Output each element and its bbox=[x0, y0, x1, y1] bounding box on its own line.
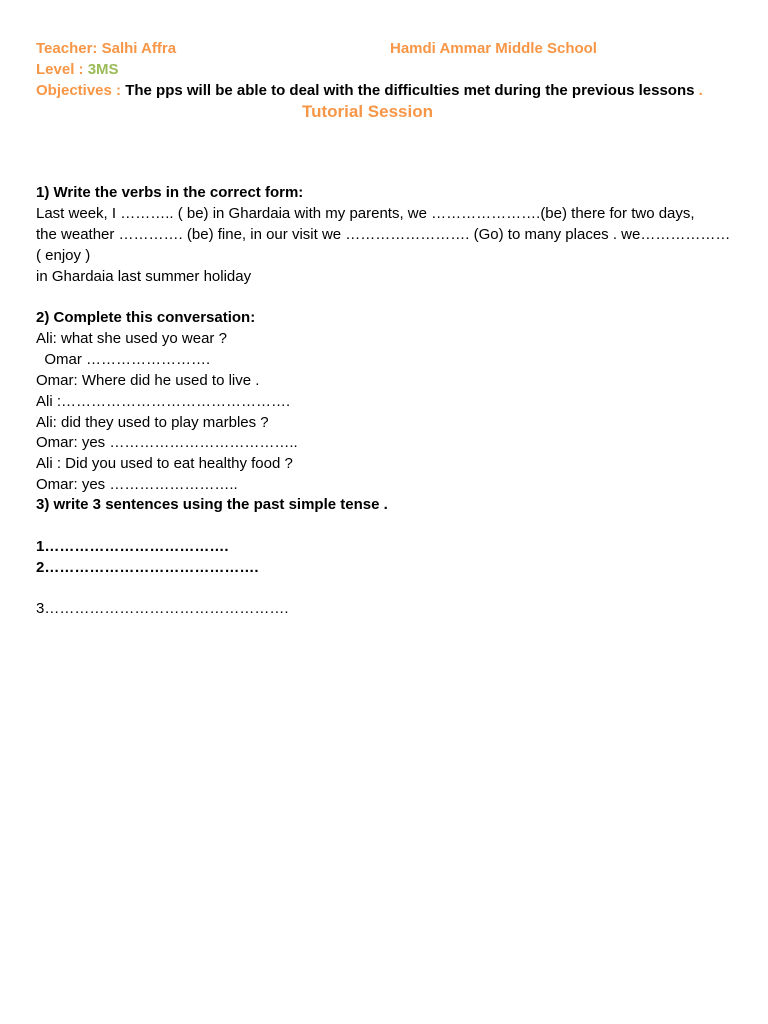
teacher-line bbox=[36, 38, 176, 59]
conversation-line: Ali: did they used to play marbles ? bbox=[36, 414, 269, 431]
objectives-label: Objectives : bbox=[36, 82, 122, 99]
conversation-line: Ali : Did you used to eat healthy food ? bbox=[36, 455, 293, 472]
exercise1-line: in Ghardaia last summer holiday bbox=[36, 268, 252, 285]
conversation-line: Omar: yes ……………………………….. bbox=[36, 434, 298, 451]
sentence-line-3: 3…………………………………………. bbox=[36, 600, 289, 617]
exercise1-line: the weather …………. (be) fine, in our visit we ……………………. (Go) to many places . we……………… bbox=[36, 226, 731, 243]
conversation-line: Ali: what she used yo wear ? bbox=[36, 330, 227, 347]
objectives-line bbox=[36, 80, 703, 101]
session-title: Tutorial Session bbox=[302, 102, 433, 121]
teacher-label: Teacher: bbox=[36, 40, 98, 57]
exercise3-heading: 3) write 3 sentences using the past simple tense . bbox=[36, 496, 388, 513]
exercise2-heading: 2) Complete this conversation: bbox=[36, 309, 256, 326]
exercise1-line: ( enjoy ) bbox=[36, 247, 91, 264]
sentence-line-2: 2……………………………………. bbox=[36, 559, 259, 576]
conversation-line: Ali :………………………………………. bbox=[36, 393, 291, 410]
level-label: Level : bbox=[36, 61, 84, 78]
sentence-line-1: 1………………………………. bbox=[36, 538, 229, 555]
objectives-end: . bbox=[694, 82, 703, 99]
conversation-line: Omar: yes …………………….. bbox=[36, 476, 238, 493]
conversation-line: Omar ……………………. bbox=[36, 351, 211, 368]
objectives-text: The pps will be able to deal with the difficulties met during the previous lessons bbox=[125, 82, 695, 99]
level-line bbox=[36, 59, 119, 80]
level-value: 3MS bbox=[87, 61, 119, 78]
teacher-name: Salhi Affra bbox=[101, 40, 177, 57]
conversation-line: Omar: Where did he used to live . bbox=[36, 372, 260, 389]
exercise1-heading: 1) Write the verbs in the correct form: bbox=[36, 184, 304, 201]
school-name: Hamdi Ammar Middle School bbox=[390, 40, 597, 57]
exercise1-line: Last week, I ……….. ( be) in Ghardaia with my parents, we ………………….(be) there for two days, bbox=[36, 205, 695, 222]
